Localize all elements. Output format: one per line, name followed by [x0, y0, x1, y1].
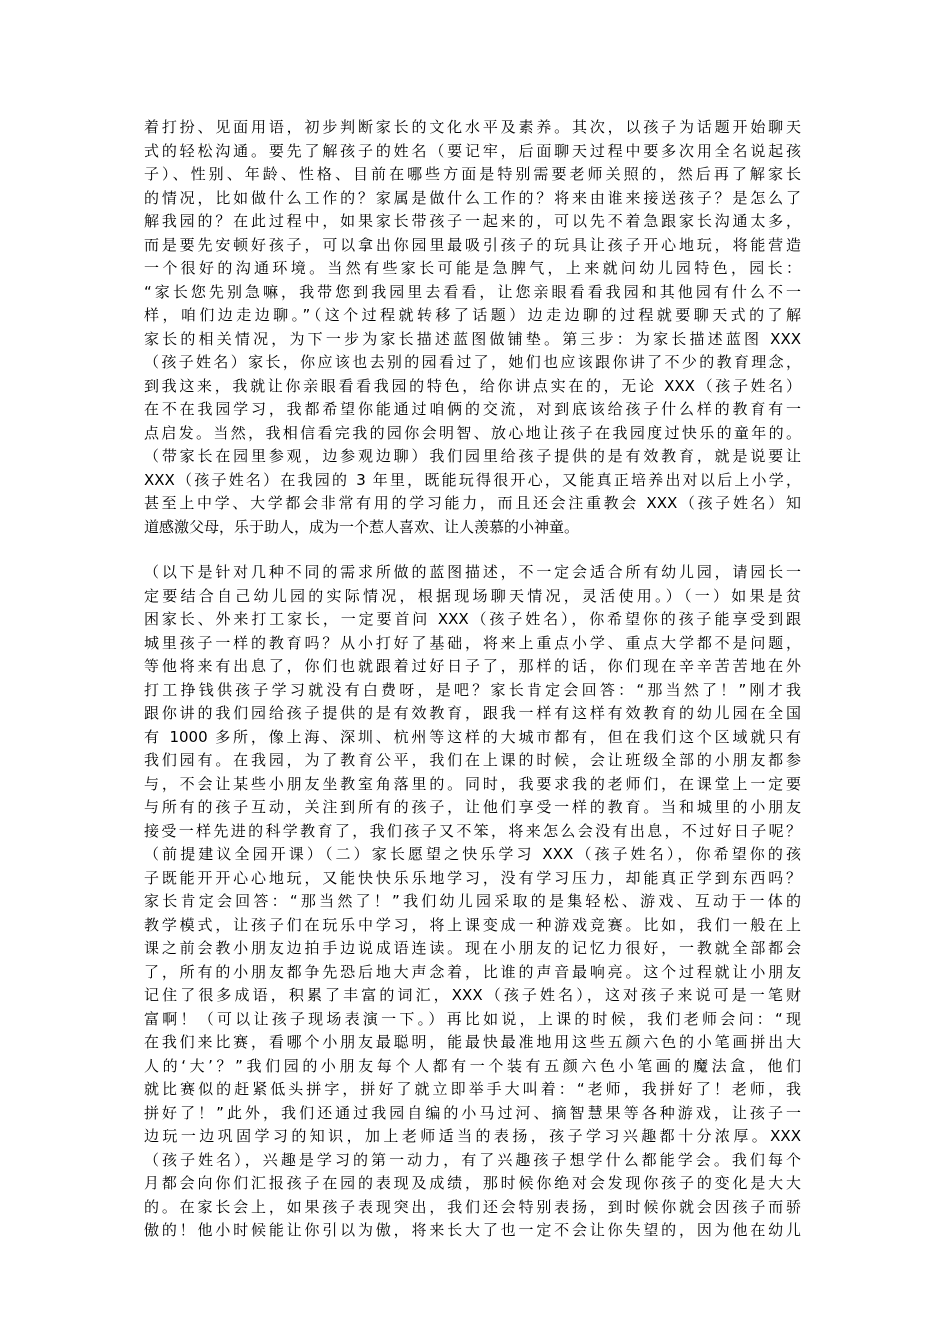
- paragraph-gap: [144, 539, 801, 561]
- text-line: 而是要先安顿好孩子，可以拿出你园里最吸引孩子的玩具让孩子开心地玩，将能营造: [144, 235, 801, 254]
- text-line: 道感激父母，乐于助人，成为一个惹人喜欢、让人羡慕的小神童。: [144, 517, 580, 536]
- text-line: 一个很好的沟通环境。当然有些家长可能是急脾气，上来就问幼儿园特色，园长：: [144, 259, 801, 277]
- text-line: 到我这来，我就让你亲眼看看我园的特色，给你讲点实在的，无论 XXX（孩子姓名）: [144, 376, 801, 395]
- text-line: XXX（孩子姓名）在我园的 3 年里，既能玩得很开心，又能真正培养出对以后上小学，: [144, 470, 801, 489]
- text-line: 就比赛似的赶紧低头拼字，拼好了就立即举手大叫着：“老师，我拼好了！老师，我: [144, 1080, 801, 1098]
- text-line: 课之前会教小朋友边拍手边说成语连读。现在小朋友的记忆力很好，一教就全部都会: [144, 939, 801, 957]
- text-line: 记住了很多成语，积累了丰富的词汇，XXX（孩子姓名），这对孩子来说可是一笔财: [144, 986, 801, 1004]
- text-line: 有 1000 多所，像上海、深圳、杭州等这样的大城市都有，但在我们这个区域就只有: [144, 727, 801, 746]
- text-line: 解我园的？在此过程中，如果家长带孩子一起来的，可以先不着急跟家长沟通太多，: [144, 212, 801, 230]
- text-line: 边玩一边巩固学习的知识，加上老师适当的表扬，孩子学习兴趣都十分浓厚。XXX: [144, 1127, 801, 1145]
- text-line: 的情况，比如做什么工作的？家属是做什么工作的？将来由谁来接送孩子？是怎么了: [144, 188, 801, 207]
- text-line: 着打扮、见面用语，初步判断家长的文化水平及素养。其次，以孩子为话题开始聊天: [144, 118, 801, 136]
- text-line: 在不在我园学习，我都希望你能通过咱俩的交流，对到底该给孩子什么样的教育有一: [144, 400, 801, 418]
- text-line: 式的轻松沟通。要先了解孩子的姓名（要记牢，后面聊天过程中要多次用全名说起孩: [144, 141, 801, 160]
- text-line: 家长的相关情况，为下一步为家长描述蓝图做铺垫。第三步：为家长描述蓝图 XXX: [144, 329, 801, 348]
- text-line: 定要结合自己幼儿园的实际情况，根据现场聊天情况，灵活使用。）（一）如果是贫: [144, 586, 801, 605]
- text-line: 样，咱们边走边聊。”（这个过程就转移了话题）边走边聊的过程就要聊天式的了解: [144, 306, 801, 324]
- text-line: 傲的！他小时候能让你引以为傲，将来长大了也一定不会让你失望的，因为他在幼儿: [144, 1221, 801, 1239]
- text-line: （孩子姓名）家长，你应该也去别的园看过了，她们也应该跟你讲了不少的教育理念，: [144, 353, 801, 371]
- text-line: （孩子姓名），兴趣是学习的第一动力，有了兴趣孩子想学什么都能学会。我们每个: [144, 1150, 801, 1169]
- text-line: 拼好了！”此外，我们还通过我园自编的小马过河、摘智慧果等各种游戏，让孩子一: [144, 1103, 801, 1122]
- text-line: 子）、性别、年龄、性格、目前在哪些方面是特别需要老师关照的，然后再了解家长: [144, 165, 801, 183]
- text-line: 月都会向你们汇报孩子在园的表现及成绩，那时候你绝对会发现你孩子的变化是大大: [144, 1174, 801, 1192]
- text-line: 困家长、外来打工家长，一定要首问 XXX（孩子姓名），你希望你的孩子能享受到跟: [144, 610, 801, 628]
- paragraph: [144, 561, 801, 1243]
- text-line: 与，不会让某些小朋友坐教室角落里的。同时，我要求我的老师们，在课堂上一定要: [144, 774, 801, 793]
- text-line: 人的‘大’？”我们园的小朋友每个人都有一个装有五颜六色小笔画的魔法盒，他们: [144, 1056, 801, 1075]
- text-line: 等他将来有出息了，你们也就跟着过好日子了，那样的话，你们现在辛辛苦苦地在外: [144, 657, 801, 675]
- text-line: 点启发。当然，我相信看完我的园你会明智、放心地让孩子在我园度过快乐的童年的。: [144, 423, 801, 442]
- text-line: （以下是针对几种不同的需求所做的蓝图描述，不一定会适合所有幼儿园，请园长一: [144, 563, 801, 581]
- text-line: 城里孩子一样的教育吗？从小打好了基础，将来上重点小学、重点大学都不是问题，: [144, 633, 801, 652]
- text-line: 我们园有。在我园，为了教育公平，我们在上课的时候，会让班级全部的小朋友都参: [144, 751, 801, 769]
- text-line: 甚至上中学、大学都会非常有用的学习能力，而且还会注重教会 XXX（孩子姓名）知: [144, 494, 801, 512]
- text-line: 在我们来比赛，看哪个小朋友最聪明，能最快最准地用这些五颜六色的小笔画拼出大: [144, 1033, 801, 1051]
- document-body: [144, 116, 801, 1243]
- text-line: 家长肯定会回答：“那当然了！”我们幼儿园采取的是集轻松、游戏、互动于一体的: [144, 892, 801, 910]
- text-line: 的。在家长会上，如果孩子表现突出，我们还会特别表扬，到时候你就会因孩子而骄: [144, 1197, 801, 1216]
- text-line: 教学模式，让孩子们在玩乐中学习，将上课变成一种游戏竞赛。比如，我们一般在上: [144, 915, 801, 934]
- text-line: 富啊！（可以让孩子现场表演一下。）再比如说，上课的时候，我们老师会问：“现: [144, 1009, 801, 1028]
- text-line: 跟你讲的我们园给孩子提供的是有效教育，跟我一样有这样有效教育的幼儿园在全国: [144, 704, 801, 722]
- paragraph: [144, 116, 801, 539]
- text-line: 与所有的孩子互动，关注到所有的孩子，让他们享受一样的教育。当和城里的小朋友: [144, 798, 801, 816]
- text-line: “家长您先别急嘛，我带您到我园里去看看，让您亲眼看看我园和其他园有什么不一: [144, 282, 801, 301]
- text-line: 了，所有的小朋友都争先恐后地大声念着，比谁的声音最响亮。这个过程就让小朋友: [144, 962, 801, 981]
- text-line: 接受一样先进的科学教育了，我们孩子又不笨，将来怎么会没有出息，不过好日子呢？: [144, 821, 801, 840]
- text-line: 子既能开开心心地玩，又能快快乐乐地学习，没有学习压力，却能真正学到东西吗？: [144, 868, 801, 887]
- text-line: 打工挣钱供孩子学习就没有白费呀，是吧？家长肯定会回答：“那当然了！”刚才我: [144, 680, 801, 699]
- text-line: （前提建议全园开课）（二）家长愿望之快乐学习 XXX（孩子姓名），你希望你的孩: [144, 845, 801, 863]
- text-line: （带家长在园里参观，边参观边聊）我们园里给孩子提供的是有效教育，就是说要让: [144, 447, 801, 465]
